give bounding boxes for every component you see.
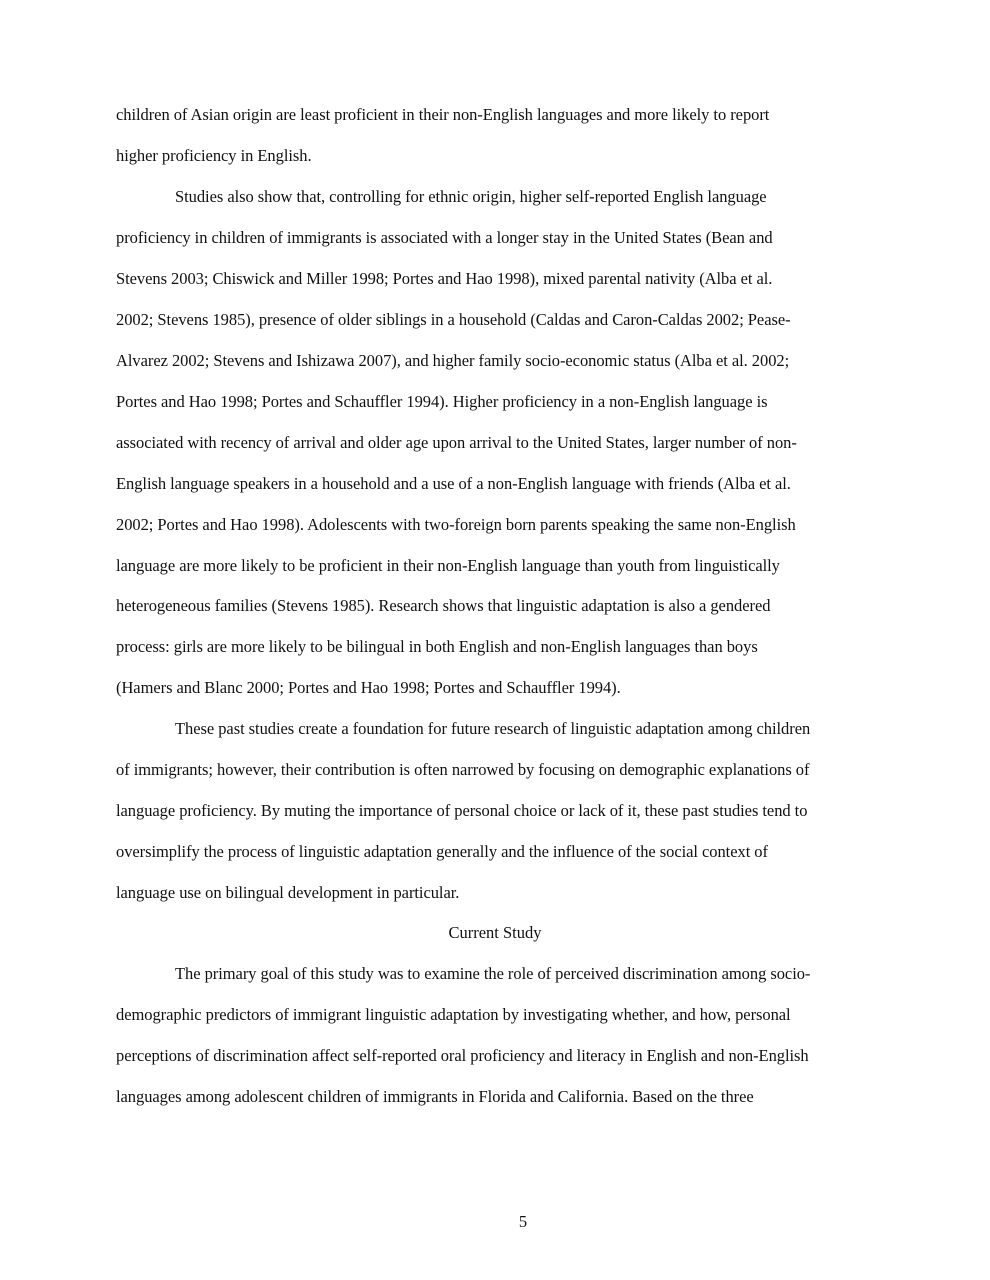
body-text-line: Alvarez 2002; Stevens and Ishizawa 2007), and higher family socio-economic status (Alba et al. 2002;: [116, 351, 790, 370]
body-text-line: Studies also show that, controlling for ethnic origin, higher self-reported English language: [175, 187, 767, 206]
body-text-line: languages among adolescent children of immigrants in Florida and California. Based on the three: [116, 1087, 754, 1106]
body-text-line: 2002; Stevens 1985), presence of older siblings in a household (Caldas and Caron-Caldas 2002; Pease-: [116, 310, 791, 329]
body-text-line: associated with recency of arrival and older age upon arrival to the United States, larger number of non-: [116, 433, 797, 452]
body-text-line: language proficiency. By muting the importance of personal choice or lack of it, these past studies tend to: [116, 801, 808, 820]
body-text-line: These past studies create a foundation for future research of linguistic adaptation among children: [175, 719, 811, 738]
body-text-line: 2002; Portes and Hao 1998). Adolescents with two-foreign born parents speaking the same non-English: [116, 515, 796, 534]
section-heading: Current Study: [448, 923, 542, 942]
body-text-line: demographic predictors of immigrant linguistic adaptation by investigating whether, and how, personal: [116, 1005, 791, 1024]
body-text-line: oversimplify the process of linguistic adaptation generally and the influence of the social context of: [116, 842, 768, 861]
body-text-line: language use on bilingual development in particular.: [116, 883, 460, 902]
body-text-line: of immigrants; however, their contribution is often narrowed by focusing on demographic explanations of: [116, 760, 810, 779]
body-text-line: The primary goal of this study was to examine the role of perceived discrimination among socio-: [175, 964, 811, 983]
page-number: 5: [518, 1212, 528, 1231]
body-text-line: English language speakers in a household and a use of a non-English language with friends (Alba et al.: [116, 474, 791, 493]
body-text-line: (Hamers and Blanc 2000; Portes and Hao 1998; Portes and Schauffler 1994).: [116, 678, 621, 697]
body-text-line: children of Asian origin are least proficient in their non-English languages and more likely to report: [116, 105, 770, 124]
body-text-line: language are more likely to be proficient in their non-English language than youth from linguistically: [116, 556, 780, 575]
body-text-line: higher proficiency in English.: [116, 146, 312, 165]
body-text-line: Stevens 2003; Chiswick and Miller 1998; Portes and Hao 1998), mixed parental nativity (Alba et al.: [116, 269, 773, 288]
body-text-line: heterogeneous families (Stevens 1985). Research shows that linguistic adaptation is also a gendered: [116, 596, 771, 615]
body-text-line: process: girls are more likely to be bilingual in both English and non-English languages than boys: [116, 637, 758, 656]
body-text-line: proficiency in children of immigrants is associated with a longer stay in the United States (Bean and: [116, 228, 773, 247]
body-text-line: perceptions of discrimination affect self-reported oral proficiency and literacy in English and non-English: [116, 1046, 809, 1065]
body-text-line: Portes and Hao 1998; Portes and Schauffler 1994). Higher proficiency in a non-English language is: [116, 392, 768, 411]
